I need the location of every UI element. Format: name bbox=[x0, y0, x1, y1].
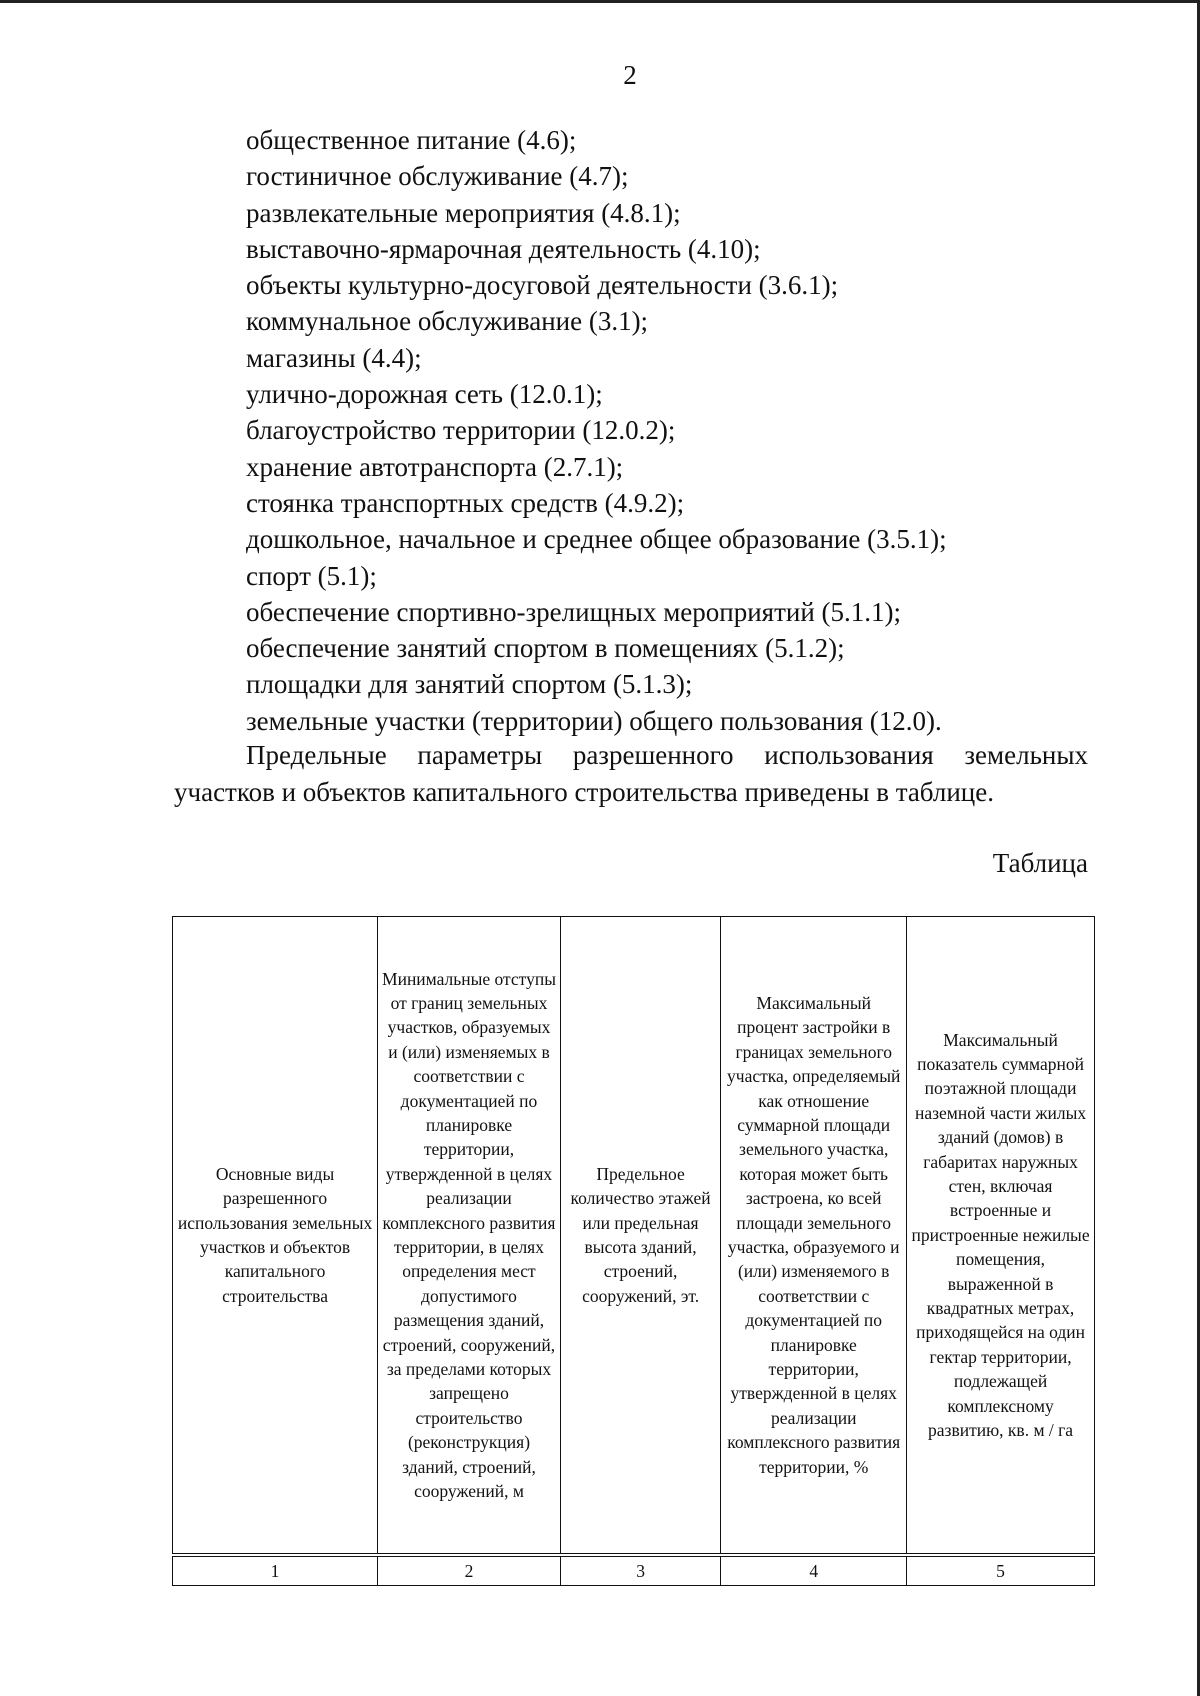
land-use-item: обеспечение занятий спортом в помещениях (5.1.2); bbox=[246, 633, 845, 664]
land-use-item: благоустройство территории (12.0.2); bbox=[246, 415, 676, 446]
land-use-item: земельные участки (территории) общего пользования (12.0). bbox=[246, 705, 942, 736]
land-use-item: развлекательные мероприятия (4.8.1); bbox=[246, 197, 681, 228]
land-use-item: стоянка транспортных средств (4.9.2); bbox=[246, 487, 685, 518]
page-number: 2 bbox=[623, 60, 637, 90]
land-use-item: коммунальное обслуживание (3.1); bbox=[246, 306, 649, 337]
scan-border-top bbox=[0, 0, 1200, 3]
column-number: 1 bbox=[173, 1555, 378, 1586]
column-number-row bbox=[173, 1555, 1095, 1586]
table-caption: Таблица bbox=[992, 848, 1088, 878]
body-paragraph: Предельные параметры разрешенного использования земельных участков и объектов капитального строительства приведены в таблице. bbox=[174, 740, 1088, 807]
land-use-item: общественное питание (4.6); bbox=[246, 125, 577, 155]
column-number: 5 bbox=[907, 1555, 1095, 1586]
land-use-list bbox=[246, 122, 947, 739]
column-number: 4 bbox=[721, 1555, 907, 1586]
table-header-row bbox=[173, 917, 1095, 1556]
column-number: 3 bbox=[560, 1555, 720, 1586]
parameters-table bbox=[172, 916, 1095, 1586]
land-use-item: улично-дорожная сеть (12.0.1); bbox=[246, 379, 603, 410]
header-cell-max-floor-area: Максимальный показатель суммарной поэтажной площади наземной части жилых зданий (домов) в габаритах наружных стен, включая встроенные и пристроенные нежилые помещения, выраженной в квадратных метрах, приходящейся на один гектар территории, подлежащей комплексному развитию, кв. м / га bbox=[907, 917, 1095, 1556]
header-cell-max-floors: Предельное количество этажей или предельная высота зданий, строений, сооружений, эт. bbox=[560, 917, 720, 1556]
column-number: 2 bbox=[378, 1555, 561, 1586]
land-use-item: магазины (4.4); bbox=[246, 342, 422, 373]
land-use-item: гостиничное обслуживание (4.7); bbox=[246, 161, 629, 192]
header-cell-min-setbacks: Минимальные отступы от границ земельных участков, образуемых и (или) изменяемых в соответствии с документацией по планировке территории, утвержденной в целях реализации комплексного развития территории, в целях определения мест допустимого размещения зданий, строений, сооружений, за пределами которых запрещено строительство (реконструкция) зданий, строений, сооружений, м bbox=[378, 917, 561, 1556]
land-use-item: площадки для занятий спортом (5.1.3); bbox=[246, 669, 693, 700]
land-use-item: обеспечение спортивно-зрелищных мероприятий (5.1.1); bbox=[246, 596, 902, 627]
land-use-item: спорт (5.1); bbox=[246, 560, 377, 591]
header-cell-max-coverage: Максимальный процент застройки в границах земельного участка, определяемый как отношение суммарной площади земельного участка, которая может быть застроена, ко всей площади земельного участка, образуемого и (или) изменяемого в соответствии с документацией по планировке территории, утвержденной в целях реализации комплексного развития территории, % bbox=[721, 917, 907, 1556]
land-use-item: объекты культурно-досуговой деятельности (3.6.1); bbox=[246, 270, 839, 301]
land-use-item: дошкольное, начальное и среднее общее образование (3.5.1); bbox=[246, 524, 947, 555]
header-cell-land-use-types: Основные виды разрешенного использования земельных участков и объектов капитального строительства bbox=[173, 917, 378, 1556]
land-use-item: выставочно-ярмарочная деятельность (4.10); bbox=[246, 233, 761, 264]
land-use-item: хранение автотранспорта (2.7.1); bbox=[246, 451, 624, 482]
